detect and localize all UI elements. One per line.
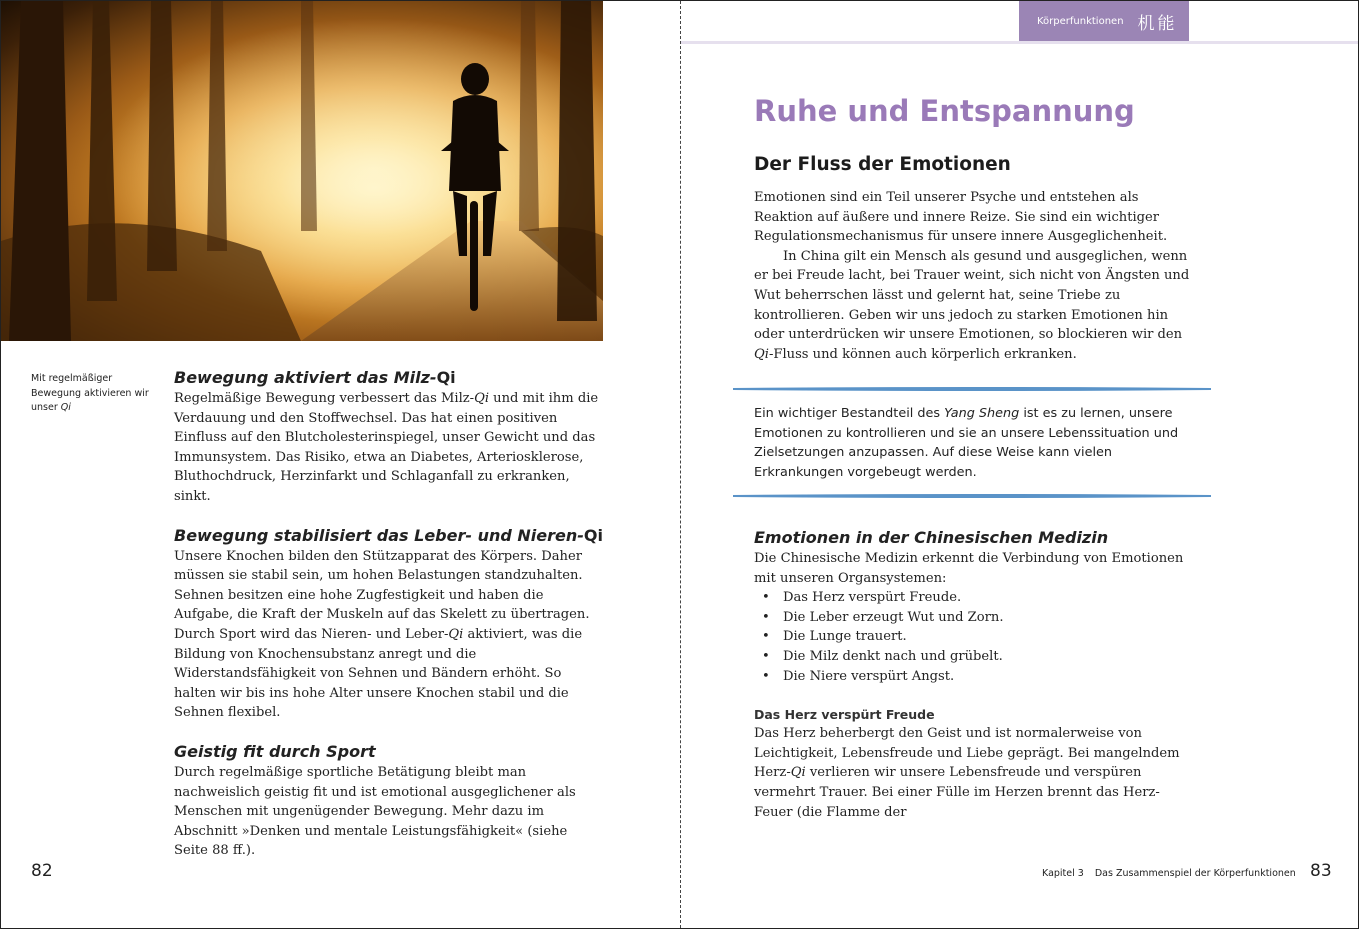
- photo-caption: [31, 372, 151, 416]
- page-number-right: 83: [1310, 861, 1332, 881]
- paragraph-qi: Qi: [754, 346, 769, 362]
- heading-qi: Qi: [436, 368, 456, 387]
- paragraph-qi: Qi: [790, 765, 806, 781]
- section-heading-milz: [174, 367, 604, 389]
- paragraph-herz: [754, 724, 1194, 822]
- paragraph-qi: Qi: [474, 391, 490, 406]
- list-item: • Die Milz denkt nach und grübelt.: [754, 647, 1194, 667]
- page-number-left: 82: [31, 861, 53, 881]
- heading-qi: Qi: [583, 525, 603, 545]
- list-item: • Die Leber erzeugt Wut und Zorn.: [754, 608, 1194, 628]
- section-heading-geistig-fit: [174, 741, 604, 763]
- header-strip: [681, 41, 1358, 44]
- photo-illustration: [1, 1, 603, 341]
- paragraph-text: verlieren wir unsere Lebensfreude und verspüren vermehrt Trauer. Bei einer Fülle im Herzen brennt das Herz-Feuer (die Flamme der: [754, 765, 1160, 820]
- paragraph-text: und mit ihm die Verdauung und den Stoffwechsel. Das hat einen positiven Einfluss auf den Blutcholesterinspiegel, unser Gewicht und das Immunsystem. Das Risiko, etwa an Diabetes, Arteriosklerose, Bluthochdruck, Herzinfarkt und Schlaganfall zu erkranken, sinkt.: [174, 391, 599, 504]
- paragraph-text: aktiviert, was die Bildung von Knochensubstanz anregt und die Widerstandsfähigkeit von Sehnen und Bändern erhöht. So halten wir bis ins hohe Alter unsere Knochen stabil und die Sehnen flexibel.: [174, 626, 583, 721]
- chapter-tab: [1019, 1, 1189, 41]
- caption-qi: Qi: [60, 402, 71, 413]
- box-text: Ein wichtiger Bestandteil des: [754, 406, 945, 421]
- section-intro: Die Chinesische Medizin erkennt die Verbindung von Emotionen mit unseren Organsystemen:: [754, 551, 1184, 586]
- paragraph-milz: [174, 389, 604, 507]
- footer-title: Das Zusammenspiel der Körperfunktionen: [1094, 868, 1296, 879]
- box-rule-top: [733, 387, 1211, 391]
- paragraph-text: Das Herz beherbergt den Geist und ist normalerweise von Leichtigkeit, Lebensfreude und Liebe geprägt. Bei mangelndem Herz-: [754, 726, 1180, 781]
- list-item: • Die Niere verspürt Angst.: [754, 667, 1194, 687]
- tab-chinese: 机能: [1137, 13, 1178, 34]
- subtitle: Der Fluss der Emotionen: [754, 154, 1011, 175]
- paragraph-geistig-fit: [174, 763, 604, 861]
- heading-text: Geistig fit durch Sport: [174, 741, 376, 761]
- tab-label: Körperfunktionen: [1037, 15, 1124, 27]
- paragraph-qi: Qi: [448, 626, 464, 642]
- paragraph-text: In China gilt ein Mensch als gesund und ausgeglichen, wenn er bei Freude lacht, bei Trauer weint, sich nicht von Ängsten und Wut beherrschen lässt und gelernt hat, seine Triebe zu kontrollieren. Geben wir uns jedoch zu starken Emotionen hin oder unterdrücken wir unsere Emotionen, so blockieren wir den: [754, 248, 1190, 343]
- intro-paragraph-1: Emotionen sind ein Teil unserer Psyche und entstehen als Reaktion auf äußere und innere Reize. Sie sind ein wichtiger Regulationsmechanismus für unsere innere Ausgeglichenheit.: [754, 190, 1168, 245]
- paragraph-text: -Fluss und können auch körperlich erkranken.: [768, 346, 1077, 362]
- heading-text: Bewegung stabilisiert das Leber- und Nieren-: [174, 525, 584, 545]
- heading-text: Bewegung aktiviert das Milz-: [174, 368, 437, 387]
- box-text: ist es zu lernen, unsere Emotionen zu kontrollieren und sie an unsere Lebenssituation und Zielsetzungen anzupassen. Auf diese Weise kann vielen Erkrankungen vorgebeugt werden.: [754, 406, 1179, 480]
- paragraph-text: Unsere Knochen bilden den Stützapparat des Körpers. Daher müssen sie stabil sein, um hohen Belastungen standzuhalten. Sehnen besitzen eine hohe Zugfestigkeit und haben die Aufgabe, die Kraft der Muskeln auf das Skelett zu übertragen. Durch Sport wird das Nieren- und Leber-: [174, 548, 590, 642]
- left-column: [174, 367, 604, 861]
- box-emphasis: Yang Sheng: [944, 406, 1020, 421]
- paragraph-text: Durch regelmäßige sportliche Betätigung bleibt man nachweislich geistig fit und ist emotional ausgeglichener als Menschen mit ungenügender Bewegung. Mehr dazu im Abschnitt »Denken und mentale Leistungsfähigkeit« (siehe Seite 88 ff.).: [174, 764, 576, 859]
- list-item: • Das Herz verspürt Freude.: [754, 588, 1194, 608]
- cyclist-forest-photo: [1, 1, 603, 341]
- page-fold: [680, 1, 681, 928]
- page-title: Ruhe und Entspannung: [754, 94, 1135, 128]
- section-heading-medicine: Emotionen in der Chinesischen Medizin: [754, 528, 1109, 547]
- running-footer: [1042, 868, 1296, 879]
- section-heading-leber-nieren: [174, 525, 604, 547]
- highlight-box: [754, 404, 1194, 482]
- caption-text: Mit regelmäßiger Bewegung aktivieren wir unser: [31, 373, 149, 413]
- subheading-herz: Das Herz verspürt Freude: [754, 707, 935, 723]
- paragraph-leber-nieren: [174, 547, 604, 723]
- footer-chapter: Kapitel 3: [1042, 868, 1084, 879]
- list-item: • Die Lunge trauert.: [754, 627, 1194, 647]
- intro-block: [754, 188, 1194, 364]
- bullet-list: [754, 588, 1194, 686]
- medicine-section: [754, 527, 1194, 822]
- paragraph-text: Regelmäßige Bewegung verbessert das Milz-: [174, 391, 475, 406]
- box-rule-bottom: [733, 494, 1211, 498]
- intro-paragraph-2: [754, 247, 1194, 365]
